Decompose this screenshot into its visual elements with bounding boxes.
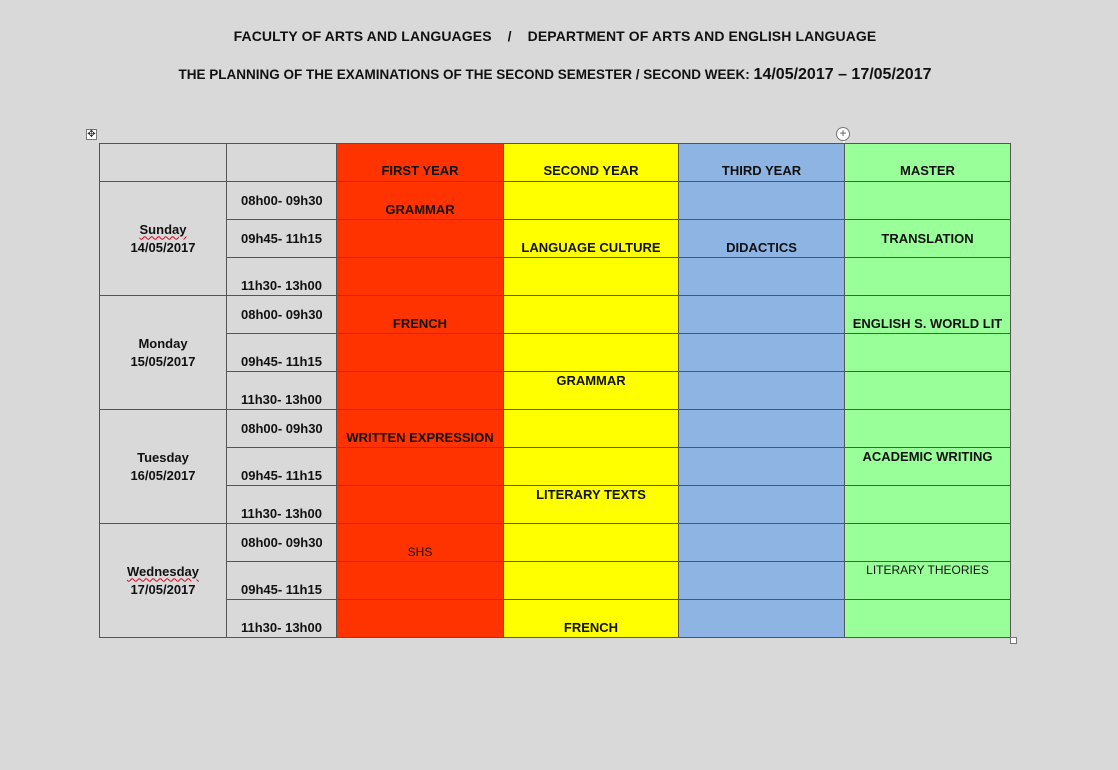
exam-cell-third-year[interactable] [679,524,845,562]
exam-cell-first-year[interactable] [337,372,504,410]
exam-cell-first-year[interactable]: SHS [337,524,504,562]
exam-cell-master[interactable] [845,600,1011,638]
day-name: Monday [138,335,188,351]
exam-cell-master[interactable] [845,410,1011,448]
time-slot[interactable]: 08h00- 09h30 [227,410,337,448]
day-name: Wednesday [126,563,199,579]
planning-dates: 14/05/2017 – 17/05/2017 [753,66,932,83]
table-row [100,524,1011,562]
exam-cell-second-year[interactable] [504,562,679,600]
exam-cell-third-year[interactable] [679,486,845,524]
time-slot[interactable]: 11h30- 13h00 [227,486,337,524]
table-header-row [100,144,1011,182]
exam-cell-second-year[interactable] [504,448,679,486]
exam-cell-third-year[interactable] [679,410,845,448]
time-slot[interactable]: 08h00- 09h30 [227,182,337,220]
time-slot[interactable]: 11h30- 13h00 [227,600,337,638]
exam-cell-first-year[interactable] [337,562,504,600]
exam-cell-master[interactable]: TRANSLATION [845,220,1011,258]
day-cell-monday[interactable] [100,296,227,410]
exam-cell-first-year[interactable] [337,448,504,486]
time-slot[interactable]: 08h00- 09h30 [227,524,337,562]
table-row [100,258,1011,296]
exam-cell-second-year[interactable] [504,524,679,562]
exam-cell-third-year[interactable] [679,448,845,486]
time-slot[interactable]: 09h45- 11h15 [227,448,337,486]
day-cell-wednesday[interactable] [100,524,227,638]
exam-cell-first-year[interactable]: GRAMMAR [337,182,504,220]
exam-cell-second-year[interactable]: LITERARY TEXTS [504,486,679,524]
exam-cell-first-year[interactable]: WRITTEN EXPRESSION [337,410,504,448]
exam-cell-third-year[interactable] [679,258,845,296]
exam-cell-second-year[interactable] [504,410,679,448]
exam-cell-first-year[interactable] [337,600,504,638]
exam-cell-second-year[interactable]: LANGUAGE CULTURE [504,220,679,258]
exam-cell-third-year[interactable] [679,372,845,410]
column-header-master[interactable]: MASTER [845,144,1011,182]
table-row [100,372,1011,410]
time-slot[interactable]: 09h45- 11h15 [227,334,337,372]
exam-cell-third-year[interactable] [679,296,845,334]
exam-cell-second-year[interactable] [504,334,679,372]
table-row [100,448,1011,486]
table-row [100,182,1011,220]
column-header-first-year[interactable]: FIRST YEAR [337,144,504,182]
column-header-third-year[interactable]: THIRD YEAR [679,144,845,182]
day-name: Tuesday [137,449,189,465]
exam-cell-first-year[interactable] [337,258,504,296]
table-row [100,600,1011,638]
day-cell-tuesday[interactable] [100,410,227,524]
planning-title: THE PLANNING OF THE EXAMINATIONS OF THE SECOND SEMESTER / SECOND WEEK: [178,67,750,82]
day-cell-sunday[interactable] [100,182,227,296]
header-faculty-line [0,28,1110,44]
exam-cell-first-year[interactable] [337,220,504,258]
day-name: Sunday [139,221,187,237]
table-row [100,410,1011,448]
exam-cell-first-year[interactable] [337,486,504,524]
faculty-name: FACULTY OF ARTS AND LANGUAGES [233,28,492,44]
exam-cell-master[interactable] [845,258,1011,296]
exam-cell-master[interactable] [845,524,1011,562]
exam-cell-second-year[interactable] [504,296,679,334]
table-row [100,296,1011,334]
resize-handle-icon[interactable] [1010,637,1017,644]
table-row [100,334,1011,372]
exam-cell-master[interactable]: LITERARY THEORIES [845,562,1011,600]
column-header-second-year[interactable]: SECOND YEAR [504,144,679,182]
exam-cell-master[interactable] [845,334,1011,372]
header-separator: / [507,28,512,44]
time-slot[interactable]: 11h30- 13h00 [227,258,337,296]
exam-cell-master[interactable]: ACADEMIC WRITING [845,448,1011,486]
exam-cell-third-year[interactable] [679,600,845,638]
exam-schedule-table [99,143,1011,638]
time-slot[interactable]: 09h45- 11h15 [227,220,337,258]
time-slot[interactable]: 09h45- 11h15 [227,562,337,600]
department-name: DEPARTMENT OF ARTS AND ENGLISH LANGUAGE [527,28,877,44]
header-empty-day[interactable] [100,144,227,182]
day-date: 16/05/2017 [130,467,196,483]
exam-cell-second-year[interactable] [504,182,679,220]
exam-cell-third-year[interactable]: DIDACTICS [679,220,845,258]
time-slot[interactable]: 11h30- 13h00 [227,372,337,410]
day-date: 15/05/2017 [130,353,196,369]
exam-cell-master[interactable]: ENGLISH S. WORLD LIT [845,296,1011,334]
exam-cell-third-year[interactable] [679,334,845,372]
plus-circle-icon[interactable]: + [836,127,850,141]
time-slot[interactable]: 08h00- 09h30 [227,296,337,334]
exam-cell-second-year[interactable]: GRAMMAR [504,372,679,410]
day-date: 14/05/2017 [130,239,196,255]
table-row [100,220,1011,258]
exam-cell-first-year[interactable]: FRENCH [337,296,504,334]
exam-cell-master[interactable] [845,372,1011,410]
exam-cell-third-year[interactable] [679,562,845,600]
table-row [100,486,1011,524]
exam-cell-master[interactable] [845,486,1011,524]
move-icon[interactable]: ✥ [87,129,96,140]
day-date: 17/05/2017 [130,581,196,597]
exam-cell-first-year[interactable] [337,334,504,372]
exam-cell-master[interactable] [845,182,1011,220]
exam-cell-third-year[interactable] [679,182,845,220]
header-empty-time[interactable] [227,144,337,182]
exam-cell-second-year[interactable] [504,258,679,296]
exam-cell-second-year[interactable]: FRENCH [504,600,679,638]
header-planning-line [0,66,1110,84]
table-row [100,562,1011,600]
